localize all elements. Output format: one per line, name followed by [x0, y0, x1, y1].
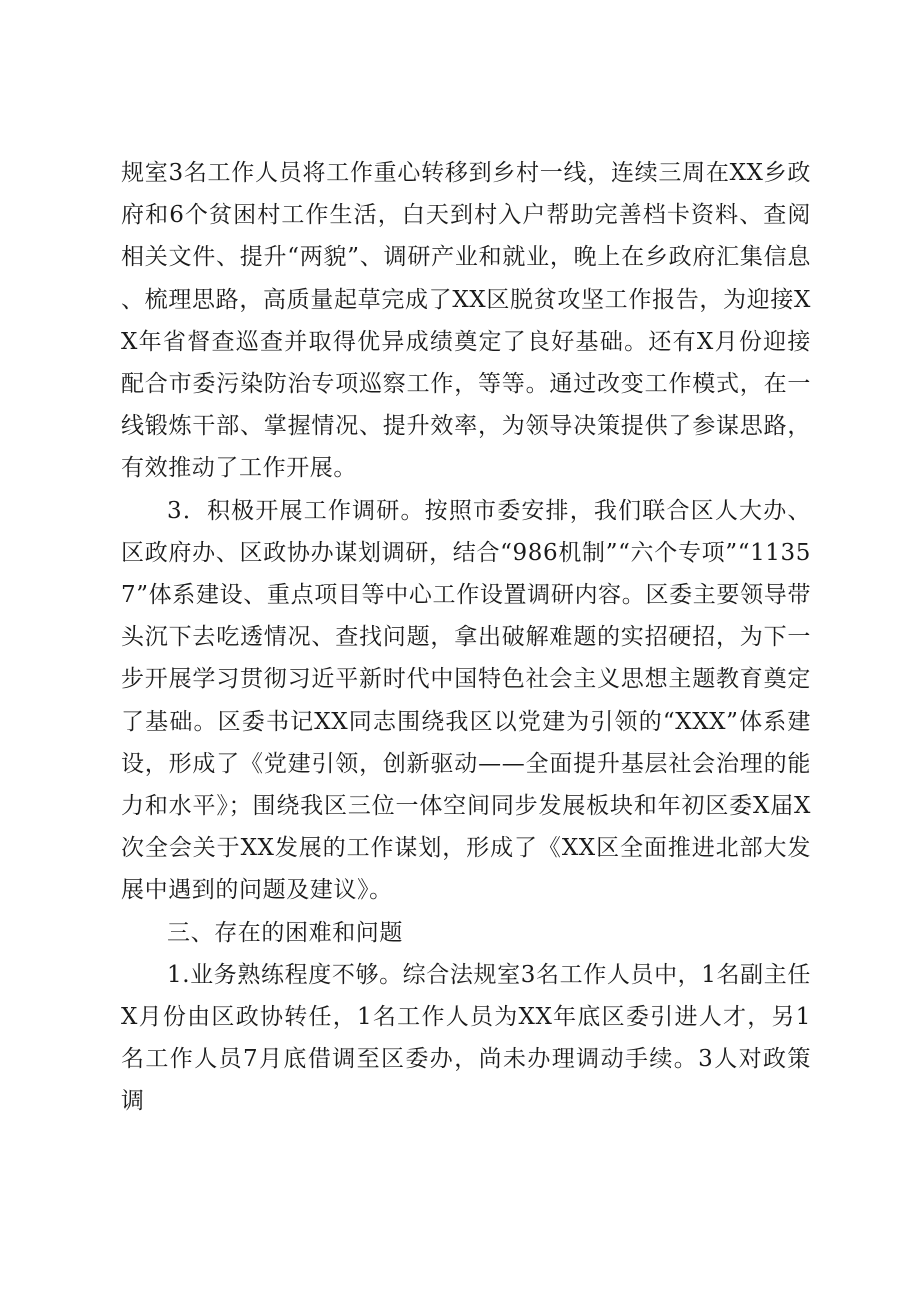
document-body [121, 152, 811, 1123]
section-heading-difficulties: 三、存在的困难和问题 [167, 919, 403, 946]
paragraph-item-3-work-research: 3．积极开展工作调研。按照市委安排，我们联合区人大办、区政府办、区政协办谋划调研，结合“986机制”“六个专项”“11357”体系建设、重点项目等中心工作设置调研内容。区委主要领导带头沉下去吃透情况、查找问题，拿出破解难题的实招硬招，为下一步开展学习贯彻习近平新时代中国特色社会主义思想主题教育奠定了基础。区委书记XX同志围绕我区以党建为引领的“XXX”体系建设，形成了《党建引领，创新驱动——全面提升基层社会治理的能力和水平》；围绕我区三位一体空间同步发展板块和年初区委X届X次全会关于XX发展的工作谋划，形成了《XX区全面推进北部大发展中遇到的问题及建议》。 [121, 497, 811, 904]
paragraph-problem-1-proficiency: 1.业务熟练程度不够。综合法规室3名工作人员中，1名副主任X月份由区政协转任，1名工作人员为XX年底区委引进人才，另1名工作人员7月底借调至区委办，尚未办理调动手续。3人对政策调 [121, 961, 811, 1115]
paragraph-continuation: 规室3名工作人员将工作重心转移到乡村一线，连续三周在XX乡政府和6个贫困村工作生活，白天到村入户帮助完善档卡资料、查阅相关文件、提升“两貌”、调研产业和就业，晚上在乡政府汇集信息、梳理思路，高质量起草完成了XX区脱贫攻坚工作报告，为迎接XX年省督查巡查并取得优异成绩奠定了良好基础。还有X月份迎接配合市委污染防治专项巡察工作，等等。通过改变工作模式，在一线锻炼干部、掌握情况、提升效率，为领导决策提供了参谋思路，有效推动了工作开展。 [121, 160, 811, 482]
